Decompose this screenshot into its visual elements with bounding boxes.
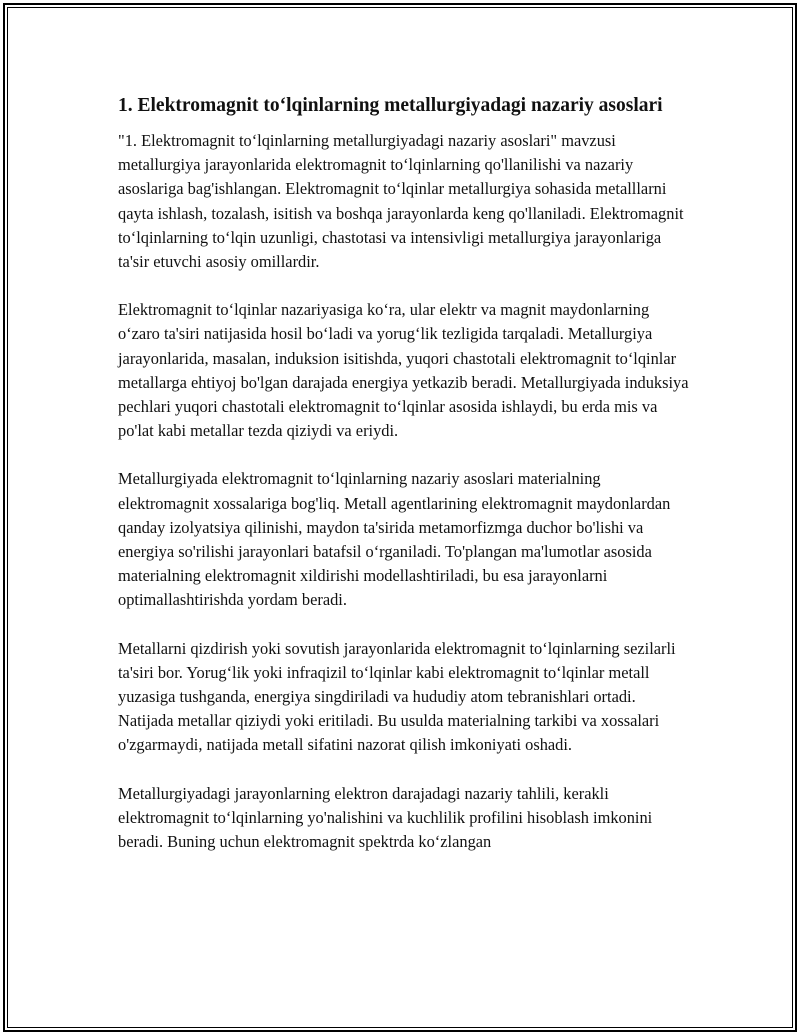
paragraph-2: Elektromagnit to‘lqinlar nazariyasiga ko‘ra, ular elektr va magnit maydonlarning o‘zaro ta'siri natijasida hosil bo‘ladi va yorug‘lik tezligida tarqaladi. Metallurgiya jarayonlarida, masalan, induksion isitishda, yuqori chastotali elektromagnit to‘lqinlar metallarga ehtiyoj bo'lgan darajada energiya yetkazib beradi. Metallurgiyada induksiya pechlari yuqori chastotali elektromagnit to‘lqinlar asosida ishlaydi, bu erda mis va po'lat kabi metallar tezda qiziydi va eriydi. (118, 300, 689, 441)
paragraph-1: "1. Elektromagnit to‘lqinlarning metallurgiyadagi nazariy asoslari" mavzusi metallurgiya jarayonlarida elektromagnit to‘lqinlarning qo'llanilishi va nazariy asoslariga bag'ishlangan. Elektromagnit to‘lqinlar metallurgiya sohasida metalllarni qayta ishlash, tozalash, isitish va boshqa jarayonlarda keng qo'llaniladi. Elektromagnit to‘lqinlarning to‘lqin uzunligi, chastotasi va intensivligi metallurgiya jarayonlariga ta'sir etuvchi asosiy omillardir. (118, 131, 684, 272)
document-title: 1. Elektromagnit to‘lqinlarning metallurgiyadagi nazariy asoslari (118, 95, 663, 116)
document-body (118, 92, 690, 878)
paragraph-5: Metallurgiyadagi jarayonlarning elektron darajadagi nazariy tahlili, kerakli elektromagnit to‘lqinlarning yo'nalishini va kuchlilik profilini hisoblash imkonini beradi. Buning uchun elektromagnit spektrda ko‘zlangan (118, 783, 653, 852)
paragraph-4: Metallarni qizdirish yoki sovutish jarayonlarida elektromagnit to‘lqinlarning sezilarli ta'siri bor. Yorug‘lik yoki infraqizil to‘lqinlar kabi elektromagnit to‘lqinlar metall yuzasiga tushganda, energiya singdiriladi va hududiy atom tebranishlari ortadi. Natijada metallar qiziydi yoki eritiladi. Bu usulda materialning tarkibi va xossalari o'zgarmaydi, natijada metall sifatini nazorat qilish imkoniyati oshadi. (118, 638, 676, 755)
paragraph-3: Metallurgiyada elektromagnit to‘lqinlarning nazariy asoslari materialning elektromagnit xossalariga bog'liq. Metall agentlarining elektromagnit maydonlardan qanday izolyatsiya qilinishi, maydon ta'sirida metamorfizmga duchor bo'lishi va energiya so'rilishi jarayonlari batafsil o‘rganiladi. To'plangan ma'lumotlar asosida materialning elektromagnit xildirishi modellashtiriladi, bu esa jarayonlarni optimallashtirishda yordam beradi. (118, 469, 671, 610)
